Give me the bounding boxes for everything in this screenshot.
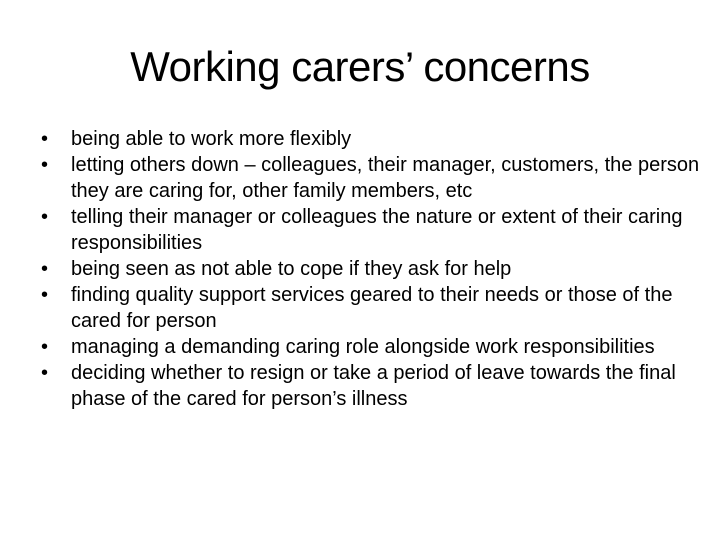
bullet-icon: • (41, 284, 49, 306)
bullet-text: being able to work more flexibly (71, 128, 352, 150)
list-item (36, 360, 700, 412)
bullet-icon: • (41, 154, 49, 176)
list-item (36, 204, 700, 256)
bullet-text: finding quality support services geared to their needs or those of the cared for person (71, 284, 673, 332)
bullet-icon: • (41, 206, 49, 228)
list-item (36, 334, 700, 360)
list-item (36, 282, 700, 334)
list-item (36, 126, 700, 152)
bullet-list (36, 126, 700, 412)
bullet-icon: • (41, 362, 49, 384)
list-item (36, 256, 700, 282)
bullet-text: telling their manager or colleagues the nature or extent of their caring responsibilities (71, 206, 683, 254)
bullet-icon: • (41, 128, 49, 150)
bullet-text: managing a demanding caring role alongside work responsibilities (71, 336, 655, 358)
bullet-icon: • (41, 258, 49, 280)
bullet-text: letting others down – colleagues, their manager, customers, the person they are caring for, other family members, etc (71, 154, 700, 202)
list-item (36, 152, 700, 204)
slide-title: Working carers’ concerns (130, 43, 590, 90)
bullet-text: deciding whether to resign or take a period of leave towards the final phase of the cared for person’s illness (71, 362, 676, 410)
bullet-text: being seen as not able to cope if they ask for help (71, 258, 512, 280)
bullet-icon: • (41, 336, 49, 358)
